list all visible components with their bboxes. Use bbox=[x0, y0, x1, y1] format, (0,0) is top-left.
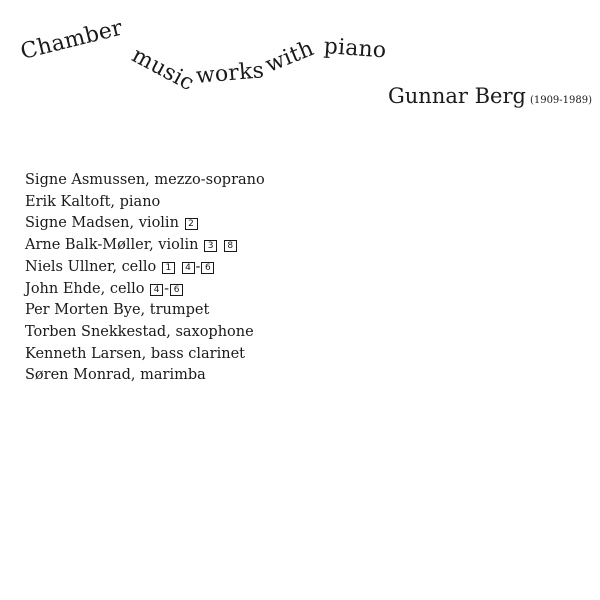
performer-list bbox=[25, 170, 265, 387]
performer-name: Per Morten Bye, trumpet bbox=[25, 302, 210, 319]
composer-dates: (1909-1989) bbox=[529, 95, 593, 106]
performer-item bbox=[25, 279, 265, 301]
performer-item bbox=[25, 365, 265, 387]
track-number-box: 6 bbox=[201, 262, 214, 274]
performer-item bbox=[25, 300, 265, 322]
performer-item bbox=[25, 235, 265, 257]
performer-name: Arne Balk-Møller, violin bbox=[25, 237, 199, 254]
track-number-box: 8 bbox=[224, 240, 237, 252]
track-number-box: 1 bbox=[162, 262, 175, 274]
performer-item bbox=[25, 322, 265, 344]
performer-name: Niels Ullner, cello bbox=[25, 258, 157, 275]
performer-name: Signe Asmussen, mezzo-soprano bbox=[25, 172, 265, 188]
performer-item bbox=[25, 213, 265, 235]
track-number-box: 2 bbox=[185, 218, 198, 230]
track-number-box: 6 bbox=[170, 284, 183, 296]
performer-name: Søren Monrad, marimba bbox=[25, 367, 206, 384]
performer-item bbox=[25, 257, 265, 279]
performer-name: Signe Madsen, violin bbox=[25, 215, 179, 232]
performer-name: Kenneth Larsen, bass clarinet bbox=[25, 345, 245, 362]
performer-name: John Ehde, cello bbox=[25, 280, 145, 297]
performer-name: Erik Kaltoft, piano bbox=[25, 193, 161, 210]
performer-item bbox=[25, 170, 265, 192]
composer bbox=[388, 84, 592, 108]
title-word-piano: piano bbox=[322, 34, 388, 64]
performer-item bbox=[25, 344, 265, 366]
track-separator: - bbox=[164, 280, 170, 297]
track-separator: - bbox=[195, 258, 201, 275]
title-word-chamber: Chamber bbox=[18, 15, 126, 65]
composer-name: Gunnar Berg bbox=[388, 84, 526, 108]
performer-item bbox=[25, 192, 265, 214]
title-word-works: works bbox=[194, 58, 266, 89]
title-word-with: with bbox=[262, 36, 318, 78]
track-number-box: 3 bbox=[204, 240, 217, 252]
title-word-music: music bbox=[127, 42, 199, 97]
track-number-box: 4 bbox=[182, 262, 195, 274]
performer-name: Torben Snekkestad, saxophone bbox=[25, 323, 254, 340]
track-number-box: 4 bbox=[150, 284, 163, 296]
